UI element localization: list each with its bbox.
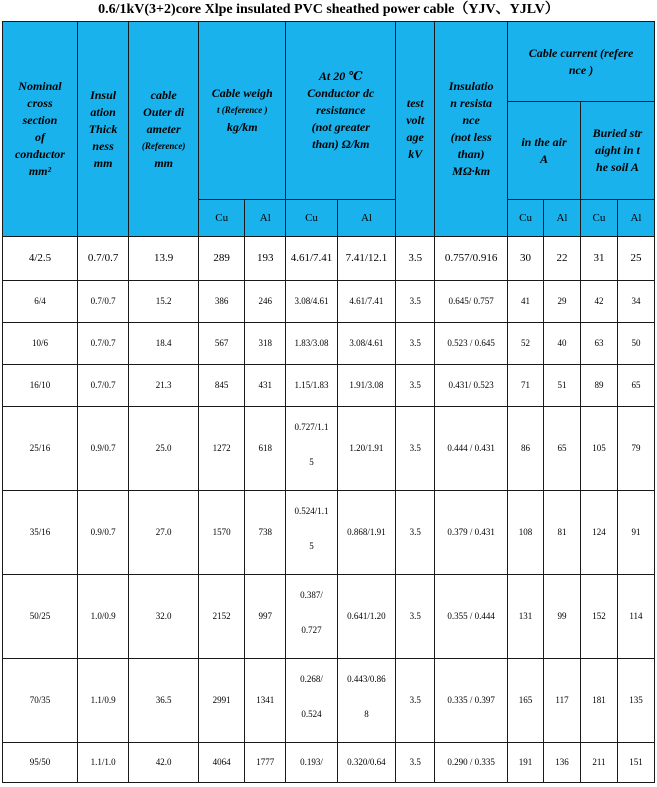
header-line: MΩ·km	[452, 164, 491, 178]
cell-line: 0.268/	[300, 674, 323, 684]
cell-air-al: 40	[544, 323, 581, 365]
cell-buried-al: 25	[617, 237, 654, 281]
cell-buried-cu: 63	[580, 323, 617, 365]
cell-weight-cu: 289	[199, 237, 245, 281]
cell-buried-al: 34	[617, 281, 654, 323]
header-line: (not less	[450, 130, 492, 144]
header-line: kg/km	[226, 120, 258, 134]
cell-line: 8	[364, 709, 369, 719]
cell-weight-al: 431	[245, 365, 286, 407]
cell-insulation-thickness: 0.9/0.7	[77, 491, 128, 575]
header-line: ameter	[146, 121, 181, 136]
cell-buried-cu: 124	[580, 491, 617, 575]
cell-air-cu: 108	[508, 491, 544, 575]
cell-insulation-resistance: 0.523 / 0.645	[435, 323, 508, 365]
document-title: 0.6/1kV(3+2)core Xlpe insulated PVC sheathed power cable（YJV、YJLV）	[98, 2, 559, 17]
cell-insulation-resistance: 0.645/ 0.757	[435, 281, 508, 323]
cell-outer-diameter: 25.0	[129, 407, 199, 491]
cell-weight-cu: 2991	[199, 659, 245, 743]
header-line: volt	[406, 113, 425, 127]
cell-resistance-cu	[286, 659, 337, 743]
cell-resistance-cu: 1.15/1.83	[286, 365, 337, 407]
header-line: t (Reference )	[216, 105, 268, 115]
cell-air-cu: 41	[508, 281, 544, 323]
cell-buried-al: 65	[617, 365, 654, 407]
cell-weight-al: 738	[245, 491, 286, 575]
cell-resistance-al: 1.91/3.08	[337, 365, 396, 407]
cell-weight-cu: 567	[199, 323, 245, 365]
cell-insulation-thickness: 0.7/0.7	[77, 281, 128, 323]
cell-test-voltage: 3.5	[396, 323, 435, 365]
table-row	[3, 575, 655, 659]
cell-buried-al: 114	[617, 575, 654, 659]
table-body	[3, 237, 655, 783]
cell-line: 5	[309, 541, 314, 551]
cell-air-cu: 30	[508, 237, 544, 281]
cell-weight-cu: 845	[199, 365, 245, 407]
cell-weight-al: 1777	[245, 743, 286, 783]
cell-buried-al: 151	[617, 743, 654, 783]
cell-outer-diameter: 36.5	[129, 659, 199, 743]
header-line: (not greater	[311, 120, 370, 134]
header-insulation-resistance	[435, 22, 508, 237]
header-line: mm	[154, 155, 173, 170]
cell-resistance-al: 4.61/7.41	[337, 281, 396, 323]
cell-air-cu: 52	[508, 323, 544, 365]
cell-resistance-cu: 4.61/7.41	[286, 237, 337, 281]
cell-resistance-cu	[286, 575, 337, 659]
header-line: age	[406, 130, 424, 144]
cell-line: 0.524	[301, 709, 322, 719]
cell-outer-diameter: 13.9	[129, 237, 199, 281]
header-line: section	[22, 113, 58, 127]
table-row	[3, 237, 655, 281]
cell-resistance-cu	[286, 491, 337, 575]
table-row	[3, 281, 655, 323]
header-line: test	[406, 96, 424, 110]
cable-spec-table-wrapper	[2, 21, 655, 783]
cell-resistance-al: 1.20/1.91	[337, 407, 396, 491]
cell-insulation-resistance: 0.444 / 0.431	[435, 407, 508, 491]
cell-insulation-resistance: 0.335 / 0.397	[435, 659, 508, 743]
header-weight-al: Al	[245, 200, 286, 237]
table-row	[3, 365, 655, 407]
table-row	[3, 323, 655, 365]
cell-weight-cu: 386	[199, 281, 245, 323]
header-line: cable	[150, 87, 177, 102]
cell-line: 5	[309, 457, 314, 467]
cell-buried-al: 50	[617, 323, 654, 365]
header-line: than) Ω/km	[312, 137, 370, 151]
header-line: Cable weigh	[211, 86, 273, 100]
cell-resistance-cu: 1.83/3.08	[286, 323, 337, 365]
header-line: mm	[93, 155, 113, 170]
table-header	[3, 22, 655, 237]
cell-insulation-thickness: 1.1/0.9	[77, 659, 128, 743]
cell-test-voltage: 3.5	[396, 491, 435, 575]
cell-insulation-thickness: 0.7/0.7	[77, 237, 128, 281]
header-line: aight in t	[595, 143, 640, 157]
cell-weight-cu: 4064	[199, 743, 245, 783]
cell-air-al: 65	[544, 407, 581, 491]
cell-resistance-al: 7.41/12.1	[337, 237, 396, 281]
cell-air-al: 29	[544, 281, 581, 323]
cell-weight-al: 618	[245, 407, 286, 491]
cell-test-voltage: 3.5	[396, 237, 435, 281]
cell-air-al: 81	[544, 491, 581, 575]
header-line: Thick	[88, 121, 118, 136]
cell-buried-cu: 211	[580, 743, 617, 783]
cell-air-al: 51	[544, 365, 581, 407]
cell-weight-cu: 1570	[199, 491, 245, 575]
cell-buried-al: 135	[617, 659, 654, 743]
cell-line: 0.727/1.1	[294, 422, 329, 432]
cell-buried-cu: 105	[580, 407, 617, 491]
cell-outer-diameter: 15.2	[129, 281, 199, 323]
header-buried	[580, 102, 654, 200]
cell-insulation-thickness: 1.1/1.0	[77, 743, 128, 783]
header-line: than)	[457, 147, 485, 161]
cell-air-cu: 191	[508, 743, 544, 783]
cell-air-al: 136	[544, 743, 581, 783]
cell-air-cu: 165	[508, 659, 544, 743]
cell-outer-diameter: 42.0	[129, 743, 199, 783]
cell-nominal-section: 16/10	[3, 365, 78, 407]
cell-nominal-section: 70/35	[3, 659, 78, 743]
header-line: kV	[408, 147, 423, 161]
cell-buried-al: 79	[617, 407, 654, 491]
header-insulation-thickness	[77, 22, 128, 237]
header-line: A	[540, 151, 549, 166]
cell-insulation-resistance: 0.431/ 0.523	[435, 365, 508, 407]
header-line: Buried str	[592, 126, 643, 140]
cell-test-voltage: 3.5	[396, 743, 435, 783]
cell-nominal-section: 25/16	[3, 407, 78, 491]
table-row	[3, 407, 655, 491]
cell-test-voltage: 3.5	[396, 407, 435, 491]
cell-air-cu: 131	[508, 575, 544, 659]
cell-nominal-section: 10/6	[3, 323, 78, 365]
cell-weight-al: 997	[245, 575, 286, 659]
header-line: ation	[90, 104, 116, 119]
header-line: Outer di	[143, 104, 185, 119]
cell-resistance-al: 0.320/0.64	[337, 743, 396, 783]
header-nominal-section	[3, 22, 78, 237]
cell-test-voltage: 3.5	[396, 659, 435, 743]
header-air-cu: Cu	[508, 200, 544, 237]
cell-resistance-al: 0.868/1.91	[337, 491, 396, 575]
cell-resistance-cu: 0.193/	[286, 743, 337, 783]
cell-weight-al: 193	[245, 237, 286, 281]
cell-outer-diameter: 32.0	[129, 575, 199, 659]
cell-insulation-resistance: 0.290 / 0.335	[435, 743, 508, 783]
header-outer-diameter	[129, 22, 199, 237]
header-cable-weight	[199, 22, 286, 200]
header-line: mm²	[28, 164, 52, 178]
cell-buried-cu: 181	[580, 659, 617, 743]
header-line: Cable current (refere	[528, 45, 634, 60]
header-dc-resistance	[286, 22, 396, 200]
header-cable-current	[508, 22, 655, 102]
cell-outer-diameter: 18.4	[129, 323, 199, 365]
cell-buried-cu: 31	[580, 237, 617, 281]
cell-weight-cu: 1272	[199, 407, 245, 491]
cell-insulation-thickness: 0.7/0.7	[77, 323, 128, 365]
cell-line: 0.727	[301, 625, 322, 635]
cell-air-cu: 86	[508, 407, 544, 491]
cell-nominal-section: 6/4	[3, 281, 78, 323]
cell-line: 0.524/1.1	[294, 506, 329, 516]
header-line: Insulatio	[448, 79, 494, 93]
header-line: of	[34, 130, 45, 144]
cell-nominal-section: 50/25	[3, 575, 78, 659]
cell-insulation-resistance: 0.355 / 0.444	[435, 575, 508, 659]
cell-resistance-al: 3.08/4.61	[337, 323, 396, 365]
cell-outer-diameter: 27.0	[129, 491, 199, 575]
cell-weight-cu: 2152	[199, 575, 245, 659]
cell-weight-al: 246	[245, 281, 286, 323]
table-row	[3, 743, 655, 783]
header-line: he soil A	[596, 160, 639, 174]
header-line: Conductor dc	[307, 86, 375, 100]
header-resistance-al: Al	[337, 200, 396, 237]
cell-nominal-section: 35/16	[3, 491, 78, 575]
cell-line: 0.387/	[300, 590, 323, 600]
cell-insulation-thickness: 0.7/0.7	[77, 365, 128, 407]
cell-air-al: 22	[544, 237, 581, 281]
cell-insulation-thickness: 0.9/0.7	[77, 407, 128, 491]
header-line: At 20 ℃	[318, 69, 363, 83]
cell-test-voltage: 3.5	[396, 365, 435, 407]
header-line: n resista	[450, 96, 492, 110]
cell-test-voltage: 3.5	[396, 281, 435, 323]
header-line: (Reference)	[141, 140, 186, 151]
cell-insulation-thickness: 1.0/0.9	[77, 575, 128, 659]
header-buried-al: Al	[617, 200, 654, 237]
cell-buried-cu: 152	[580, 575, 617, 659]
cell-buried-cu: 42	[580, 281, 617, 323]
header-line: in the air	[521, 134, 567, 149]
header-buried-cu: Cu	[580, 200, 617, 237]
cell-insulation-resistance: 0.757/0.916	[435, 237, 508, 281]
table-row	[3, 659, 655, 743]
cell-outer-diameter: 21.3	[129, 365, 199, 407]
cell-insulation-resistance: 0.379 / 0.431	[435, 491, 508, 575]
cable-spec-table	[2, 21, 655, 783]
cell-buried-cu: 89	[580, 365, 617, 407]
header-weight-cu: Cu	[199, 200, 245, 237]
header-air-al: Al	[544, 200, 581, 237]
header-line: nce	[462, 113, 480, 127]
cell-weight-al: 318	[245, 323, 286, 365]
header-line: Insul	[90, 87, 117, 102]
cell-resistance-al	[337, 659, 396, 743]
header-line: nce )	[568, 62, 594, 77]
header-in-air	[508, 102, 581, 200]
cell-weight-al: 1341	[245, 659, 286, 743]
cell-air-cu: 71	[508, 365, 544, 407]
header-line: Nominal	[18, 79, 62, 93]
cell-resistance-cu	[286, 407, 337, 491]
cell-air-al: 117	[544, 659, 581, 743]
header-test-voltage	[396, 22, 435, 237]
cell-buried-al: 91	[617, 491, 654, 575]
cell-line: 0.443/0.86	[347, 674, 386, 684]
table-row	[3, 491, 655, 575]
cell-resistance-al: 0.641/1.20	[337, 575, 396, 659]
cell-resistance-cu: 3.08/4.61	[286, 281, 337, 323]
cell-air-al: 99	[544, 575, 581, 659]
header-line: resistance	[316, 103, 366, 117]
header-resistance-cu: Cu	[286, 200, 337, 237]
cell-test-voltage: 3.5	[396, 575, 435, 659]
header-line: conductor	[14, 147, 65, 161]
cell-nominal-section: 95/50	[3, 743, 78, 783]
cell-nominal-section: 4/2.5	[3, 237, 78, 281]
header-line: cross	[27, 96, 53, 110]
header-line: ness	[92, 138, 114, 153]
